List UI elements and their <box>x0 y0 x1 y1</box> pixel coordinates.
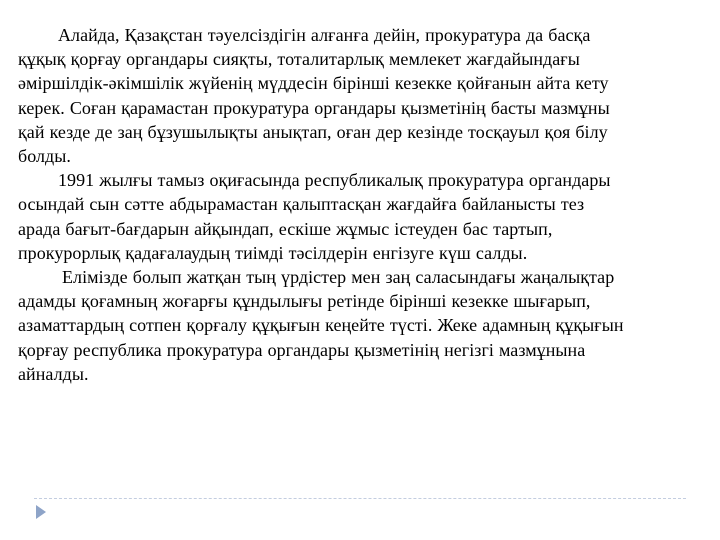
paragraph-1-line-5: қай кезде де заң бұзушылықты анықтап, оған дер кезінде тосқауыл қоя білу <box>18 121 608 142</box>
slide-body-text <box>18 23 698 386</box>
paragraph-2-line-2: осындай сын сәтте абдырамастан қалыптасқан жағдайға байланысты тез <box>18 194 585 215</box>
paragraph-3-line-3: азаматтардың сотпен қорғалу құқығын кеңейте түсті. Жеке адамның құқығын <box>18 315 624 336</box>
paragraph-3-line-4: қорғау республика прокуратура органдары қызметінің негізгі мазмұнына <box>18 339 586 360</box>
paragraph-2-line-4: прокурорлық қадағалаудың тиімді тәсілдерін енгізуге күш салды. <box>18 242 528 263</box>
paragraph-3-line-5: айналды. <box>18 363 89 384</box>
footer-divider <box>34 498 686 499</box>
triangle-bullet-icon <box>36 505 46 519</box>
paragraph-1-line-3: әміршілдік-әкімшілік жүйенің мүддесін бірінші кезекке қойғанын айта кету <box>18 73 609 94</box>
paragraph-1-line-1: Алайда, Қазақстан тәуелсіздігін алғанға дейін, прокуратура да басқа <box>58 25 591 45</box>
paragraph-1-line-4: керек. Соған қарамастан прокуратура органдары қызметінің басты мазмұны <box>18 97 610 118</box>
paragraph-1-line-6: болды. <box>18 146 71 167</box>
paragraph-3-line-2: адамды қоғамның жоғарғы құндылығы ретінде бірінші кезекке шығарып, <box>18 291 591 312</box>
paragraph-1-line-2: құқық қорғау органдары сияқты, тоталитарлық мемлекет жағдайындағы <box>18 49 580 70</box>
paragraph-2-line-1: 1991 жылғы тамыз оқиғасында республикалық прокуратура органдары <box>58 170 611 191</box>
paragraph-2-line-3: арада бағыт-бағдарын айқындап, ескіше жұмыс істеуден бас тартып, <box>18 218 553 239</box>
paragraph-3-line-1: Елімізде болып жатқан тың үрдістер мен заң саласындағы жаңалықтар <box>62 267 615 288</box>
